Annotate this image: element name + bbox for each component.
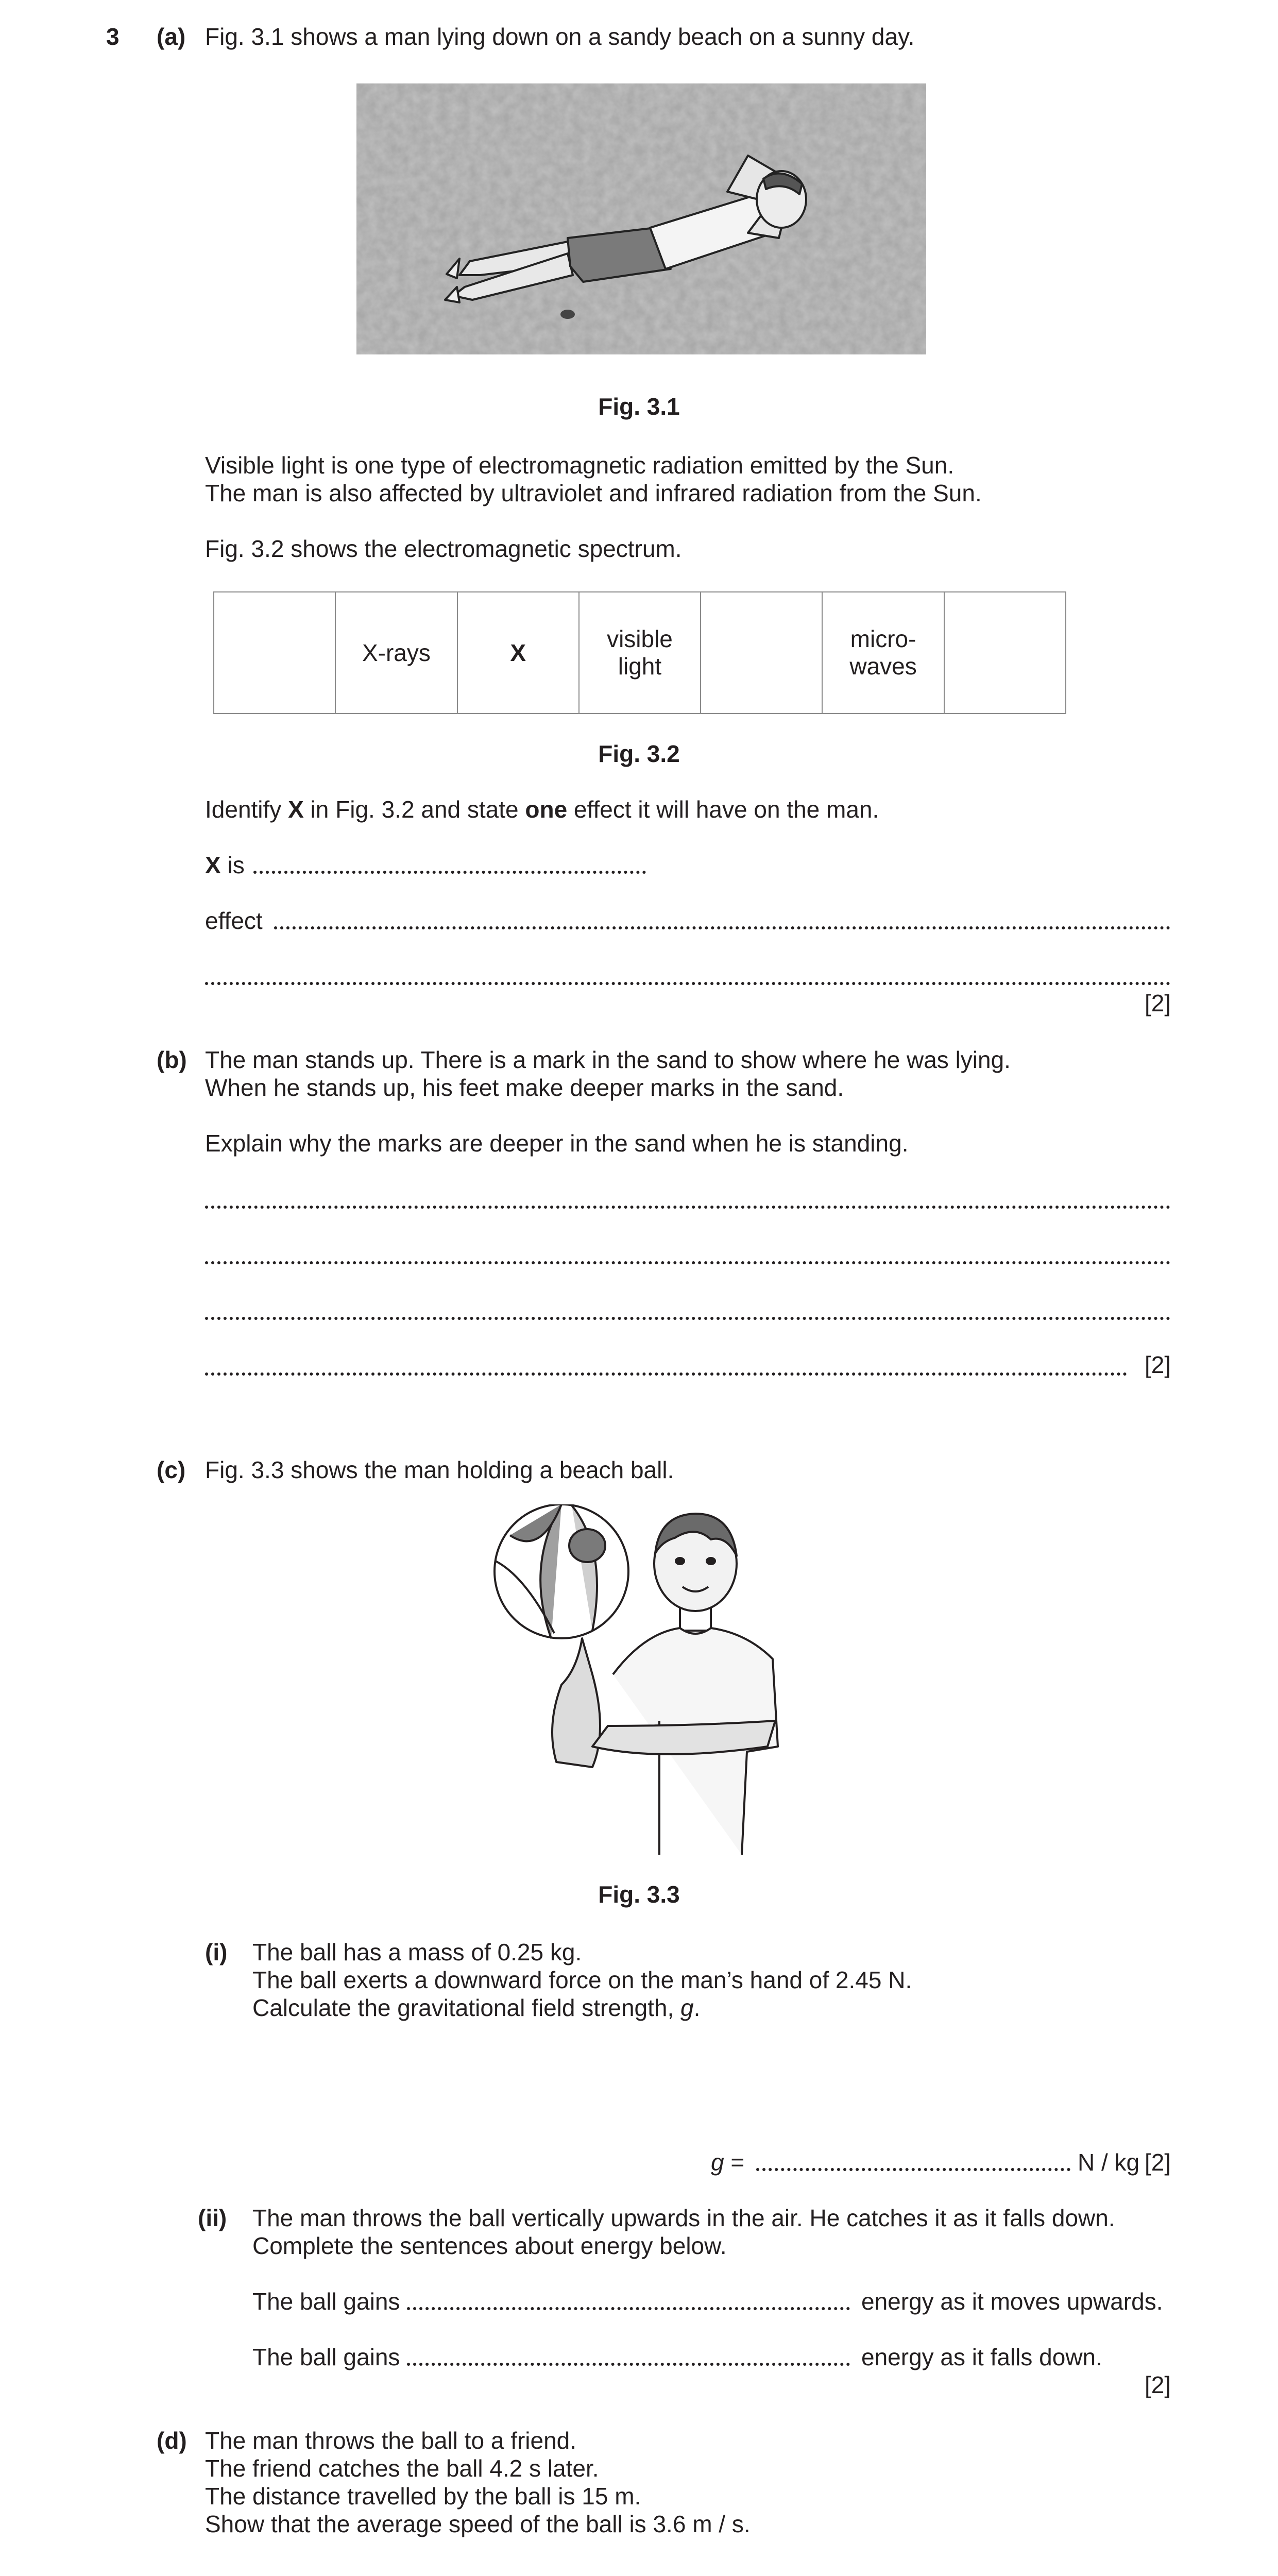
fig-3-2-caption: Fig. 3.2 — [598, 740, 680, 767]
question-one: one — [525, 796, 568, 823]
part-c-intro: Fig. 3.3 shows the man holding a beach ball. — [205, 1456, 674, 1483]
part-b-line-2: When he stands up, his feet make deeper marks in the sand. — [205, 1074, 844, 1101]
part-b-line-1: The man stands up. There is a mark in the sand to show where he was lying. — [205, 1046, 1011, 1073]
part-c-ii-marks: [2] — [1145, 2371, 1171, 2398]
microwaves-label: micro- waves — [849, 625, 917, 680]
part-d-line-1: The man throws the ball to a friend. — [205, 2427, 577, 2454]
part-a-question — [205, 795, 879, 824]
part-c-i-line-3 — [252, 1994, 700, 2022]
part-c-ii-line-1: The man throws the ball vertically upwards in the air. He catches it as it falls down. — [252, 2205, 1115, 2231]
spectrum-cell-x: X — [457, 592, 579, 714]
fig-3-1-caption: Fig. 3.1 — [598, 393, 680, 420]
g-answer-var: g — [711, 2149, 724, 2176]
beach-man-lying-figure — [356, 83, 926, 354]
g-answer-label — [711, 2148, 744, 2177]
part-c-ii-label: (ii) — [198, 2205, 227, 2231]
part-c-i-label: (i) — [205, 1939, 228, 1965]
part-b-answer-line-3[interactable] — [205, 1317, 1170, 1320]
g-answer-eq: = — [724, 2149, 745, 2176]
spectrum-cell-1 — [214, 592, 335, 714]
sentence-1-pre: The ball gains — [252, 2288, 400, 2315]
sentence-2-pre: The ball gains — [252, 2344, 400, 2370]
g-answer-unit: N / kg — [1078, 2149, 1140, 2176]
question-x: X — [288, 796, 304, 823]
x-is-x: X — [205, 852, 221, 878]
part-a-text-1: Visible light is one type of electromagnetic radiation emitted by the Sun. — [205, 452, 955, 479]
x-is-text: is — [220, 852, 245, 878]
part-d-line-4: Show that the average speed of the ball is 3.6 m / s. — [205, 2511, 751, 2537]
visible-light-label: visible light — [607, 625, 673, 680]
spectrum-cell-visible-light — [579, 592, 701, 714]
spectrum-cell-x-rays: X-rays — [335, 592, 457, 714]
fig-3-2-intro: Fig. 3.2 shows the electromagnetic spectrum. — [205, 535, 682, 562]
sentence-1-post: energy as it moves upwards. — [861, 2288, 1163, 2315]
part-a-marks: [2] — [1145, 990, 1171, 1016]
part-c-label: (c) — [157, 1456, 186, 1483]
part-c-i-line-3-post: . — [693, 1994, 701, 2021]
part-c-i-line-3-var: g — [680, 1994, 694, 2021]
part-c-i-line-3-pre: Calculate the gravitational field strength, — [252, 1994, 681, 2021]
question-number: 3 — [106, 23, 120, 50]
part-b-answer-line-4[interactable] — [205, 1372, 1127, 1376]
effect-answer-line-1[interactable] — [274, 926, 1170, 929]
fig-3-3-caption: Fig. 3.3 — [598, 1881, 680, 1908]
part-a-label: (a) — [157, 23, 186, 50]
spectrum-cell-microwaves — [822, 592, 944, 714]
spectrum-cell-5 — [701, 592, 822, 714]
effect-answer-line-2[interactable] — [205, 982, 1170, 985]
part-c-ii-line-2: Complete the sentences about energy below. — [252, 2232, 727, 2259]
spectrum-cell-7 — [944, 592, 1066, 714]
part-d-line-3: The distance travelled by the ball is 15 m. — [205, 2483, 641, 2510]
g-answer-line[interactable] — [756, 2168, 1070, 2171]
part-b-question: Explain why the marks are deeper in the sand when he is standing. — [205, 1130, 909, 1157]
part-b-label: (b) — [157, 1046, 187, 1073]
part-b-marks: [2] — [1145, 1351, 1171, 1378]
part-d-label: (d) — [157, 2427, 187, 2454]
part-a-intro: Fig. 3.1 shows a man lying down on a sandy beach on a sunny day. — [205, 23, 915, 50]
x-answer-line[interactable] — [253, 871, 646, 874]
question-text-mid: in Fig. 3.2 and state — [303, 796, 525, 823]
part-b-answer-line-2[interactable] — [205, 1261, 1170, 1264]
sentence-2-answer-line[interactable] — [407, 2363, 850, 2366]
part-d-line-2: The friend catches the ball 4.2 s later. — [205, 2455, 599, 2482]
part-c-i-marks: [2] — [1145, 2149, 1171, 2176]
part-c-i-line-2: The ball exerts a downward force on the man’s hand of 2.45 N. — [252, 1967, 912, 1993]
em-spectrum-table — [213, 591, 1066, 714]
man-holding-beach-ball-figure — [489, 1504, 788, 1855]
sentence-2-post: energy as it falls down. — [861, 2344, 1102, 2370]
x-is-label — [205, 851, 245, 879]
question-text-post: effect it will have on the man. — [567, 796, 879, 823]
part-c-i-line-1: The ball has a mass of 0.25 kg. — [252, 1939, 582, 1965]
part-a-text-2: The man is also affected by ultraviolet and infrared radiation from the Sun. — [205, 480, 982, 506]
part-b-answer-line-1[interactable] — [205, 1206, 1170, 1209]
question-text-pre: Identify — [205, 796, 288, 823]
effect-label: effect — [205, 907, 263, 934]
sentence-1-answer-line[interactable] — [407, 2307, 850, 2310]
